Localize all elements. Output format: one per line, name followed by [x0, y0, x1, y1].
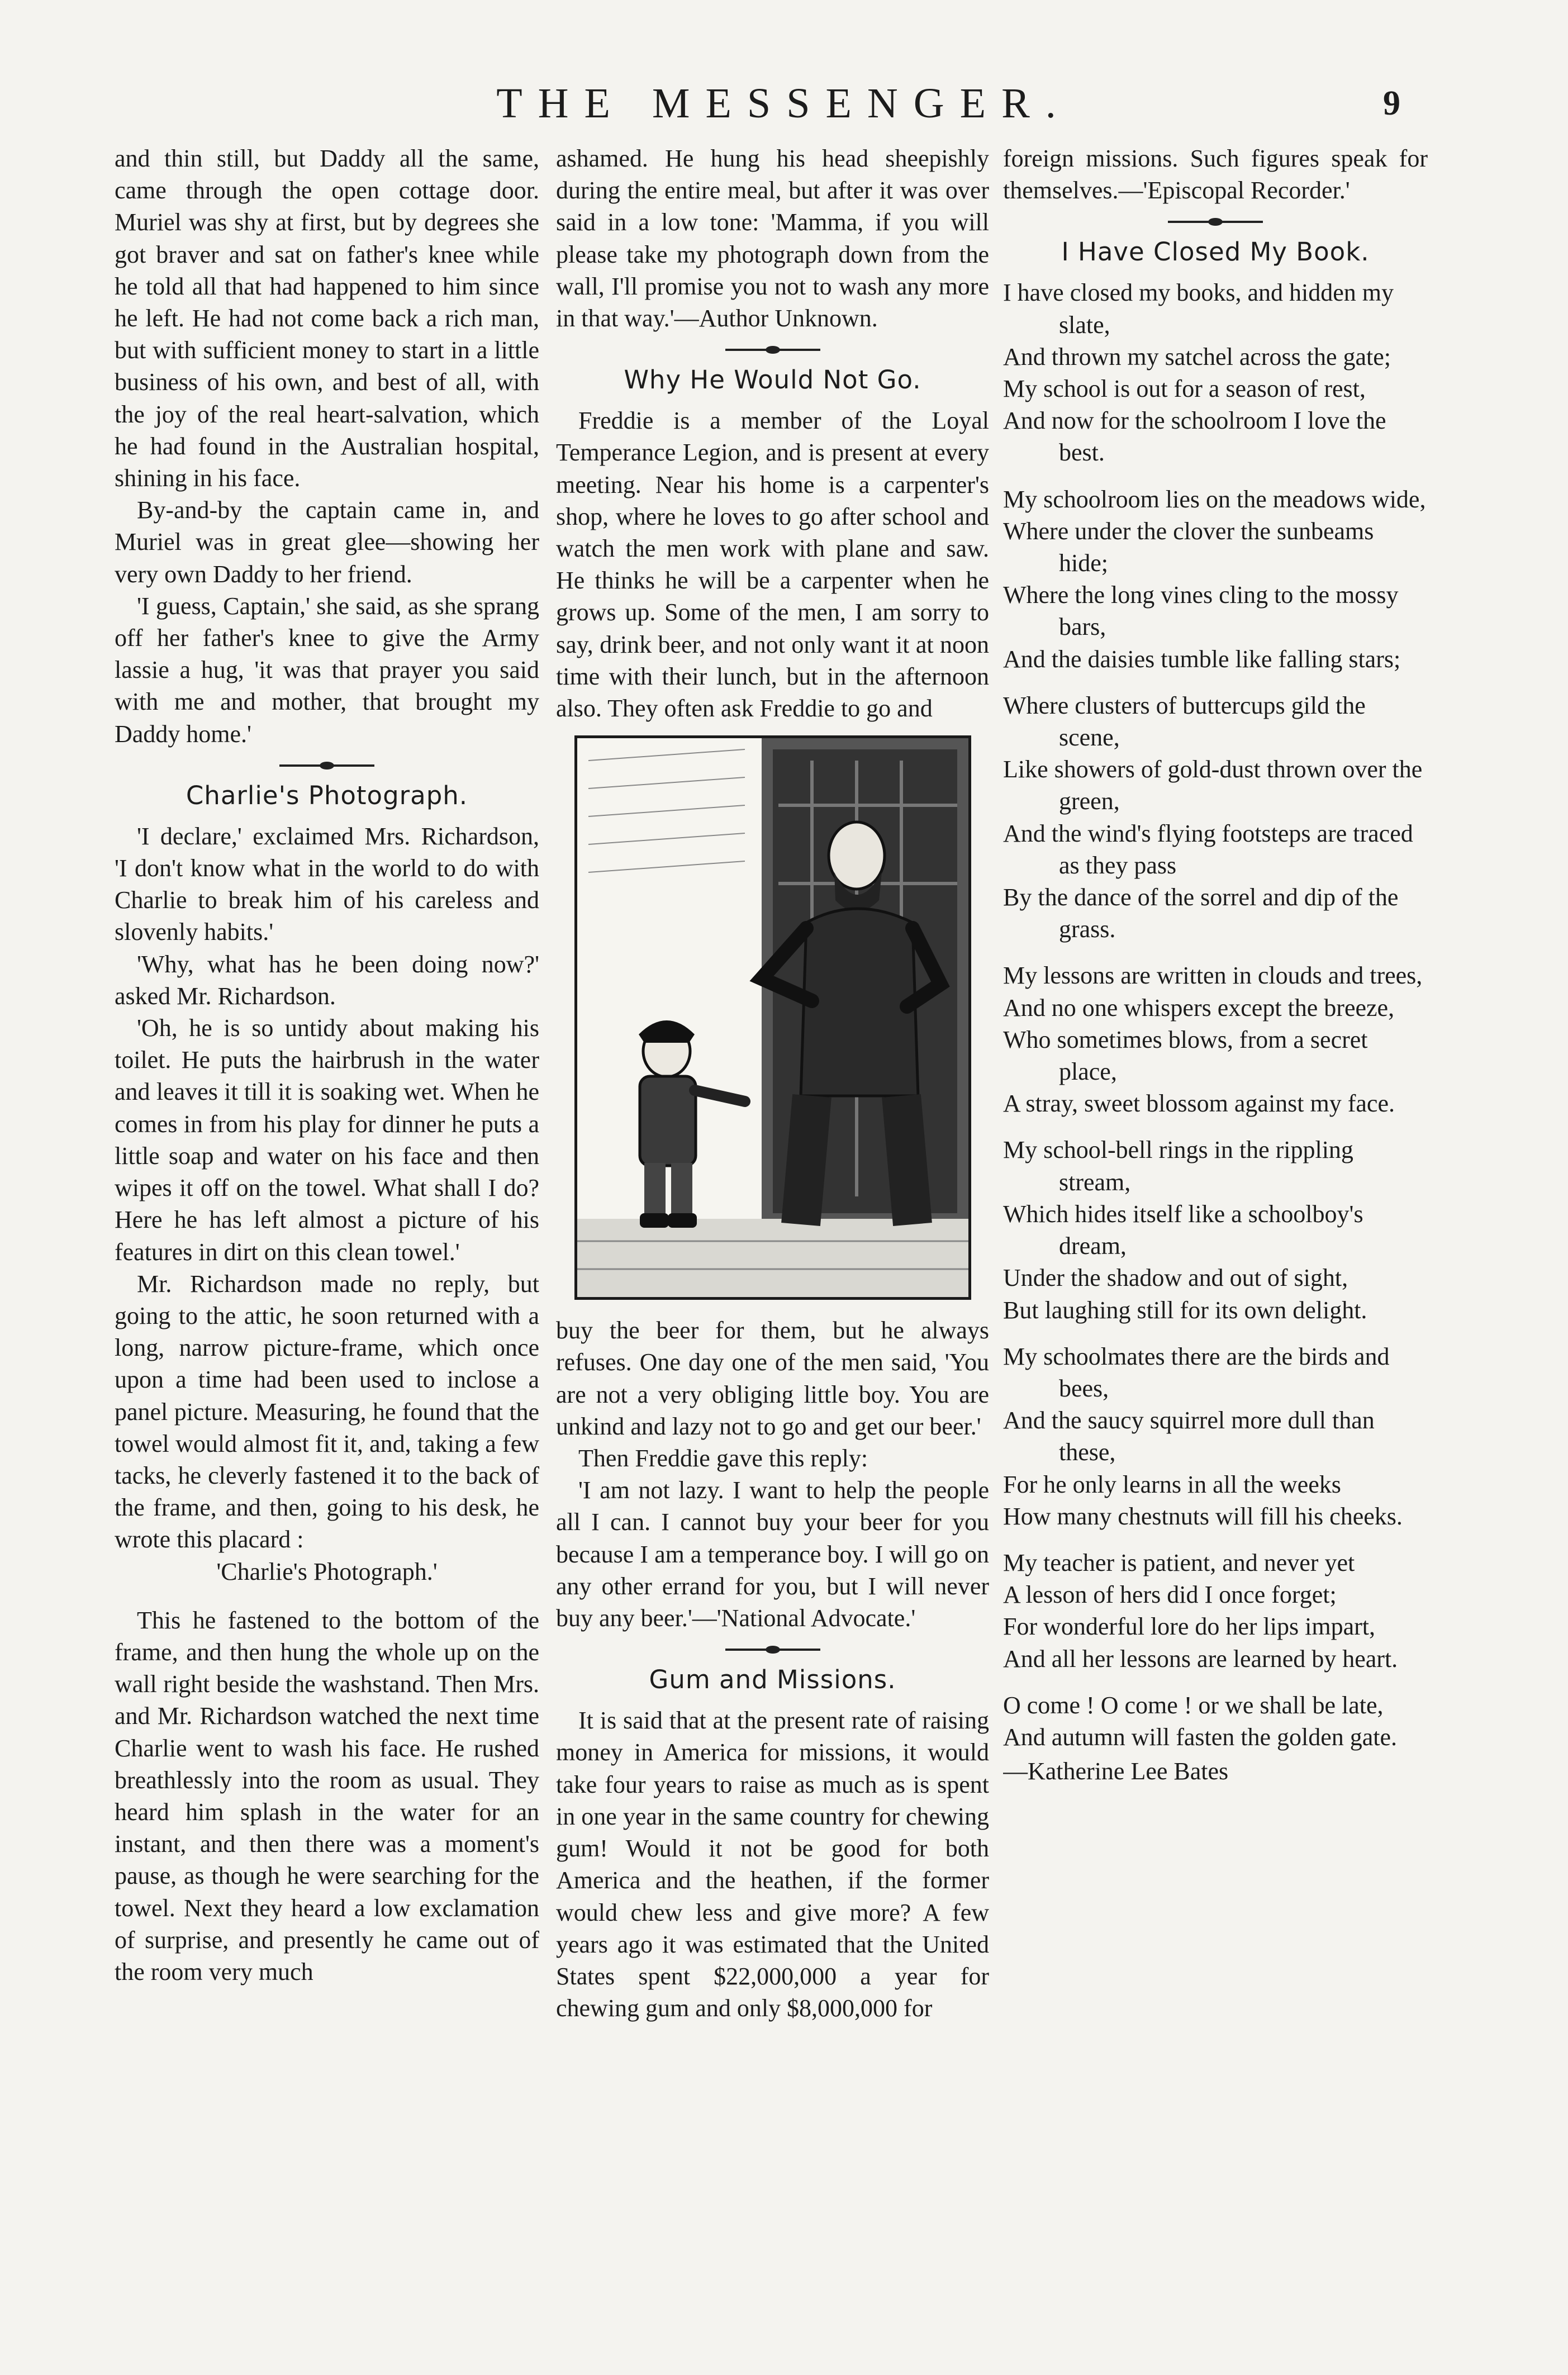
- column-3: [1003, 142, 1428, 2241]
- poem-line: And all her lessons are learned by heart.: [1003, 1645, 1398, 1673]
- poem-line: Who sometimes blows, from a secret place,: [1003, 1025, 1368, 1086]
- poem-line: Where under the clover the sunbeams hide;: [1003, 517, 1374, 577]
- article-title-gum: Gum and Missions.: [649, 1665, 896, 1695]
- article-paragraph: 'Oh, he is so untidy about making his toilet. He puts the hairbrush in the water and leaves it till it is soaking wet. When he comes in from his play for dinner he puts a little soap and water on his face and then wipes it off on the towel. What shall I do? Here he has left almost a picture of his features in dirt on this clean towel.': [115, 1014, 539, 1266]
- poem-line: And thrown my satchel across the gate;: [1003, 343, 1391, 370]
- article-paragraph: This he fastened to the bottom of the frame, and then hung the whole up on the wall right beside the washstand. Then Mrs. and Mr. Richardson watched the next time Charlie went to wash his face. He rushed breathlessly into the room as usual. They heard him splash in the water for an instant, and then there was a moment's pause, as though he were searching for the towel. Next they heard a low exclamation of surprise, and presently he came out of the room very much: [115, 1606, 539, 1986]
- article-title-freddie: Why He Would Not Go.: [624, 365, 921, 395]
- story-end-paragraph: By-and-by the captain came in, and Muriel was in great glee—showing her very own Daddy to her friend.: [115, 496, 539, 588]
- poem-line: A stray, sweet blossom against my face.: [1003, 1090, 1395, 1118]
- poem-line: How many chestnuts will fill his cheeks.: [1003, 1502, 1403, 1530]
- article-paragraph: foreign missions. Such figures speak for themselves.—'Episcopal Recorder.': [1003, 145, 1428, 205]
- poem-stanza: [1003, 277, 1428, 468]
- poem-stanza: [1003, 1689, 1428, 1753]
- poem-stanza: [1003, 1134, 1428, 1326]
- poem-title: I Have Closed My Book.: [1061, 237, 1370, 267]
- section-divider: [725, 349, 820, 351]
- article-paragraph: 'I am not lazy. I want to help the people all I can. I cannot buy your beer for you because I am a temperance boy. I will go on any other errand for you, but I will never buy any beer.'—'National Advocate.': [556, 1476, 989, 1632]
- poem-line: My school-bell rings in the rippling stream,: [1003, 1136, 1353, 1196]
- placard-text: 'Charlie's Photograph.': [216, 1557, 438, 1585]
- poem-stanza: [1003, 960, 1428, 1119]
- poem-stanza: [1003, 1341, 1428, 1532]
- poem-line: And now for the schoolroom I love the best.: [1003, 407, 1386, 467]
- poem-stanza: [1003, 483, 1428, 675]
- article-paragraph: Mr. Richardson made no reply, but going to the attic, he soon returned with a long, narrow picture-frame, which once upon a time had been used to inclose a panel picture. Measuring, he found that the towel would almost fit it, and, taking a few tacks, he cleverly fastened it to the back of the frame, and then, going to his desk, he wrote this placard :: [115, 1270, 539, 1554]
- article-paragraph: Freddie is a member of the Loyal Temperance Legion, and is present at every meeting. Near his home is a carpenter's shop, where he loves to go after school and watch the men work with plane and saw. He thinks he will be a carpenter when he grows up. Some of the men, I am sorry to say, drink beer, and not only want it at noon time with their lunch, but in the afternoon also. They often ask Freddie to go and: [556, 407, 989, 723]
- poem-line: And the wind's flying footsteps are traced as they pass: [1003, 819, 1413, 879]
- article-paragraph: buy the beer for them, but he always refuses. One day one of the men said, 'You are not a very obliging little boy. You are unkind and lazy not to go and get our beer.': [556, 1317, 989, 1440]
- poem-line: My schoolroom lies on the meadows wide,: [1003, 485, 1426, 513]
- section-divider: [1168, 221, 1263, 223]
- poem-line: Like showers of gold-dust thrown over the green,: [1003, 756, 1423, 815]
- article-paragraph: 'Why, what has he been doing now?' asked Mr. Richardson.: [115, 950, 539, 1010]
- poem-line: And autumn will fasten the golden gate.: [1003, 1723, 1398, 1751]
- poem-line: And the saucy squirrel more dull than these,: [1003, 1407, 1375, 1466]
- poem-line: My teacher is patient, and never yet: [1003, 1548, 1355, 1576]
- poem-line: I have closed my books, and hidden my slate,: [1003, 279, 1394, 339]
- poem-line: Where clusters of buttercups gild the scene,: [1003, 691, 1366, 752]
- poem-line: For wonderful lore do her lips impart,: [1003, 1613, 1375, 1641]
- poem-line: Which hides itself like a schoolboy's dream,: [1003, 1200, 1363, 1260]
- poem-line: My lessons are written in clouds and trees,: [1003, 962, 1423, 990]
- article-paragraph: ashamed. He hung his head sheepishly during the entire meal, but after it was over said in a low tone: 'Mamma, if you will please take my photograph down from the wall, I'll promise you not to wash any more in that way.'—Author Unknown.: [556, 145, 989, 332]
- masthead-title: THE MESSENGER.: [496, 80, 1072, 127]
- poem-line: A lesson of hers did I once forget;: [1003, 1581, 1337, 1609]
- poem-author: —Katherine Lee Bates: [1003, 1758, 1229, 1785]
- article-paragraph: Then Freddie gave this reply:: [578, 1445, 868, 1472]
- column-2: [556, 142, 989, 2241]
- article-paragraph: It is said that at the present rate of raising money in America for missions, it would take four years to raise as much as is spent in one year in the same country for chewing gum! Would it not be good for both America and the heathen, if the former would chew less and give more? A few years ago it was estimated that the United States spent $22,000,000 a year for chewing gum and only $8,000,000 for: [556, 1707, 989, 2022]
- poem-line: And no one whispers except the breeze,: [1003, 994, 1395, 1022]
- poem-line: Where the long vines cling to the mossy bars,: [1003, 581, 1399, 641]
- illustration-drawing: [577, 738, 968, 1297]
- story-end-paragraph: 'I guess, Captain,' she said, as she sprang off her father's knee to give the Army lassie a hug, 'it was that prayer you said with me and mother, that brought my Daddy home.': [115, 592, 539, 748]
- masthead: [0, 78, 1568, 129]
- poem-line: For he only learns in all the weeks: [1003, 1470, 1341, 1498]
- page-number: 9: [1383, 84, 1400, 122]
- poem-line: My school is out for a season of rest,: [1003, 375, 1366, 403]
- column-1: [115, 142, 539, 2241]
- poem-stanza: [1003, 1547, 1428, 1675]
- poem-line: Under the shadow and out of sight,: [1003, 1264, 1348, 1292]
- poem-line: And the daisies tumble like falling stars;: [1003, 645, 1401, 673]
- illustration-boy-and-carpenter: [574, 735, 971, 1300]
- section-divider: [725, 1649, 820, 1651]
- article-title-charlie: Charlie's Photograph.: [186, 780, 468, 810]
- story-end-paragraph: and thin still, but Daddy all the same, came through the open cottage door. Muriel was shy at first, but by degrees she got braver and sat on father's knee while he told all that had happened to him since he left. He had not come back a rich man, but with sufficient money to start in a little business of his own, and best of all, with the joy of the real heart-salvation, which he had found in the Australian hospital, shining in his face.: [115, 145, 539, 492]
- poem-line: My schoolmates there are the birds and bees,: [1003, 1342, 1390, 1402]
- section-divider: [279, 764, 374, 767]
- poem-line: O come ! O come ! or we shall be late,: [1003, 1691, 1384, 1719]
- poem-stanza: [1003, 690, 1428, 946]
- article-paragraph: 'I declare,' exclaimed Mrs. Richardson, 'I don't know what in the world to do with Charlie to break him of his careless and slovenly habits.': [115, 822, 539, 946]
- poem-line: But laughing still for its own delight.: [1003, 1296, 1367, 1324]
- poem-line: By the dance of the sorrel and dip of the grass.: [1003, 884, 1399, 943]
